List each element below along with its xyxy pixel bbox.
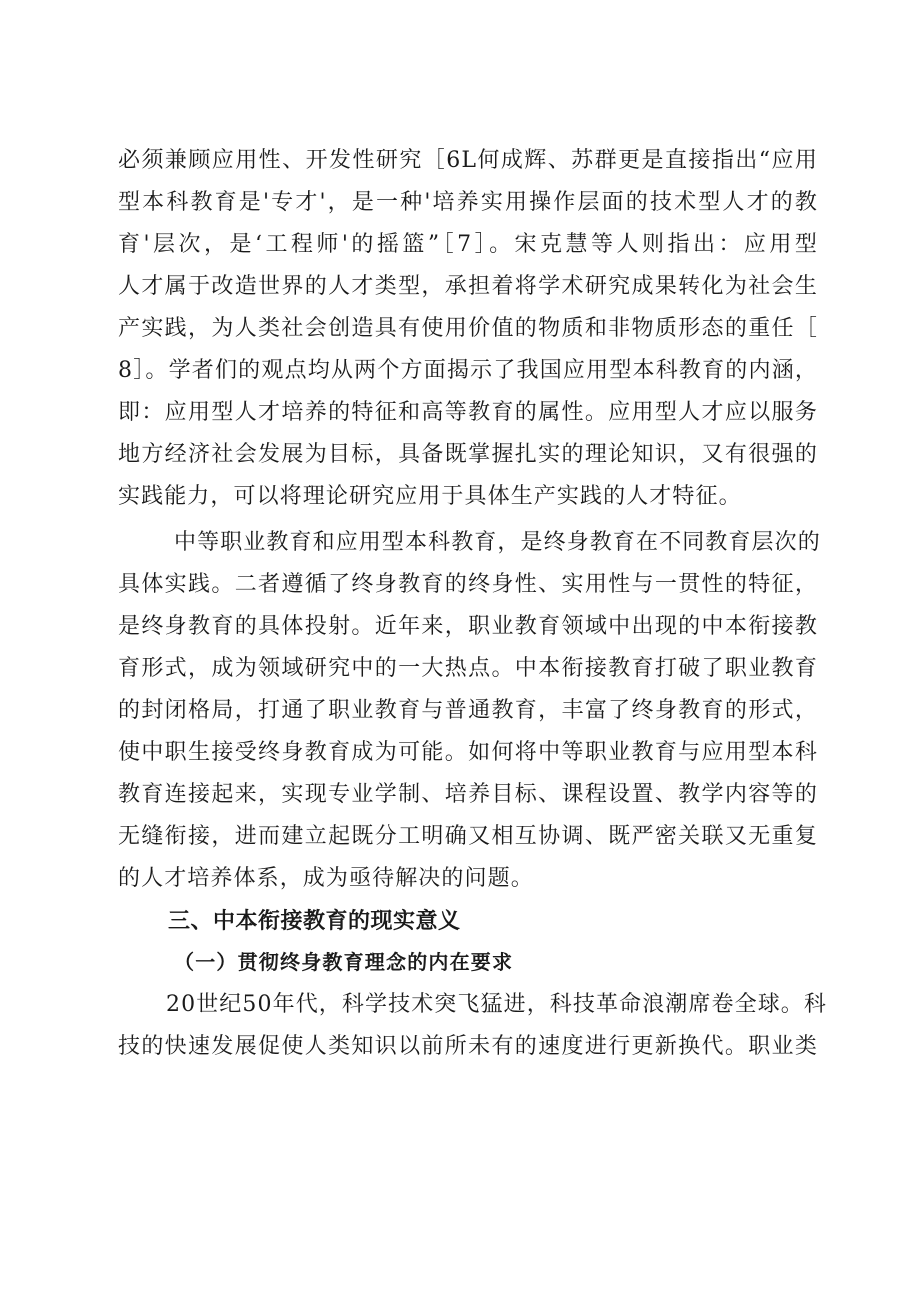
text-line: 即：应用型人才培养的特征和高等教育的属性。应用型人才应以服务: [118, 400, 818, 425]
paragraph-lifelong-education-practice: [118, 522, 821, 900]
subsection-heading: （一）贯彻终身教育理念的内在要求: [174, 950, 514, 974]
text-line: 无缝衔接，进而建立起既分工明确又相互协调、既严密关联又无重复: [118, 824, 818, 849]
paragraph-applied-undergraduate: [118, 140, 818, 518]
text-line: 20世纪50年代，科学技术突飞猛进，科技革命浪潮席卷全球。科: [166, 992, 827, 1017]
text-line: 是终身教育的具体投射。近年来，职业教育领域中出现的中本衔接教: [118, 614, 818, 639]
text-line: 育'层次，是‘工程师'的摇篮”［7］。宋克慧等人则指出：应用型: [118, 232, 818, 257]
text-line: 技的快速发展促使人类知识以前所未有的速度进行更新换代。职业类: [118, 1034, 818, 1059]
paragraph-technology-revolution: [118, 984, 827, 1068]
text-line: 必须兼顾应用性、开发性研究［6L何成辉、苏群更是直接指出“应用: [118, 148, 818, 173]
text-line: 人才属于改造世界的人才类型，承担着将学术研究成果转化为社会生: [118, 274, 818, 299]
section-heading: 三、中本衔接教育的现实意义: [168, 909, 461, 934]
text-line: 地方经济社会发展为目标，具备既掌握扎实的理论知识，又有很强的: [118, 442, 818, 467]
text-line: 的人才培养体系，成为亟待解决的问题。: [118, 866, 534, 891]
text-line: 8］。学者们的观点均从两个方面揭示了我国应用型本科教育的内涵，: [118, 358, 818, 383]
document-body: [118, 140, 827, 1068]
text-line: 中等职业教育和应用型本科教育，是终身教育在不同教育层次的: [174, 530, 821, 555]
text-line: 使中职生接受终身教育成为可能。如何将中等职业教育与应用型本科: [118, 740, 818, 765]
text-line: 实践能力，可以将理论研究应用于具体生产实践的人才特征。: [118, 484, 742, 509]
text-line: 育形式，成为领域研究中的一大热点。中本衔接教育打破了职业教育: [118, 656, 818, 681]
text-line: 产实践，为人类社会创造具有使用价值的物质和非物质形态的重任［: [118, 316, 818, 341]
text-line: 型本科教育是'专才'，是一种'培养实用操作层面的技术型人才的教: [118, 190, 818, 215]
text-line: 教育连接起来，实现专业学制、培养目标、课程设置、教学内容等的: [118, 782, 818, 807]
text-line: 的封闭格局，打通了职业教育与普通教育，丰富了终身教育的形式，: [118, 698, 818, 723]
text-line: 具体实践。二者遵循了终身教育的终身性、实用性与一贯性的特征，: [118, 572, 818, 597]
